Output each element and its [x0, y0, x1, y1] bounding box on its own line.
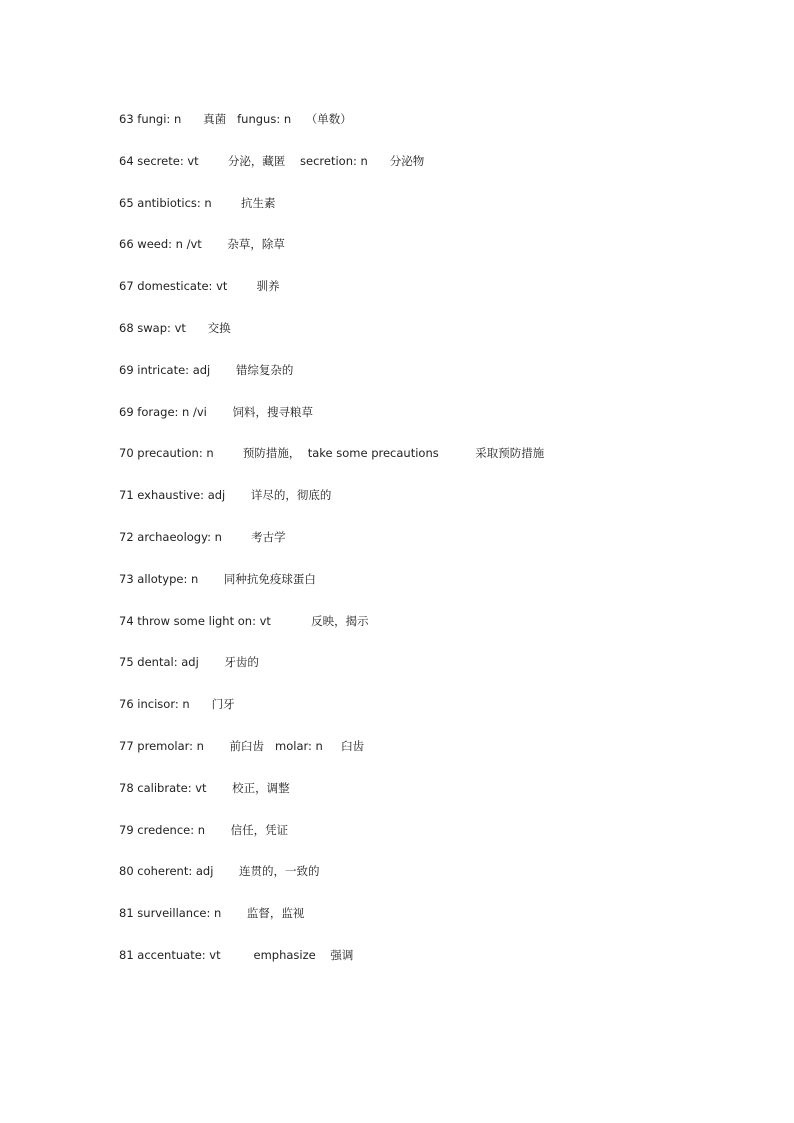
vocab-entry-75: 75 dental: adj 牙齿的: [119, 655, 259, 670]
vocab-entry-64: 64 secrete: vt 分泌，藏匿 secretion: n 分泌物: [119, 153, 425, 168]
vocab-entry-63: 63 fungi: n 真菌 fungus: n （单数）: [119, 112, 352, 126]
vocab-entry-73: 73 allotype: n 同种抗免疫球蛋白: [119, 571, 316, 586]
vocab-entry-80: 80 coherent: adj 连贯的，一致的: [119, 864, 320, 879]
vocab-entry-77: 77 premolar: n 前臼齿 molar: n 臼齿: [119, 738, 365, 753]
vocab-entry-72: 72 archaeology: n 考古学: [119, 529, 286, 544]
vocab-entry-71: 71 exhaustive: adj 详尽的，彻底的: [119, 488, 332, 503]
vocab-entry-81a: 81 surveillance: n 监督，监视: [119, 906, 305, 921]
vocab-entry-67: 67 domesticate: vt 驯养: [119, 279, 280, 294]
vocab-entry-76: 76 incisor: n 门牙: [119, 697, 235, 712]
vocab-entry-78: 78 calibrate: vt 校正，调整: [119, 780, 290, 795]
vocab-entry-65: 65 antibiotics: n 抗生素: [119, 195, 276, 210]
vocab-entry-70: 70 precaution: n 预防措施， take some precautions 采取预防措施: [119, 446, 545, 461]
vocab-entry-79: 79 credence: n 信任，凭证: [119, 822, 289, 837]
vocab-entry-69a: 69 intricate: adj 错综复杂的: [119, 362, 294, 377]
vocab-entry-74: 74 throw some light on: vt 反映，揭示: [119, 613, 369, 628]
vocab-entry-68: 68 swap: vt 交换: [119, 320, 231, 335]
vocab-entry-66: 66 weed: n /vt 杂草，除草: [119, 237, 285, 252]
vocab-entry-81b: 81 accentuate: vt emphasize 强调: [119, 947, 354, 962]
vocab-entry-69b: 69 forage: n /vi 饲料，搜寻粮草: [119, 404, 313, 419]
vocabulary-list: [119, 110, 759, 988]
